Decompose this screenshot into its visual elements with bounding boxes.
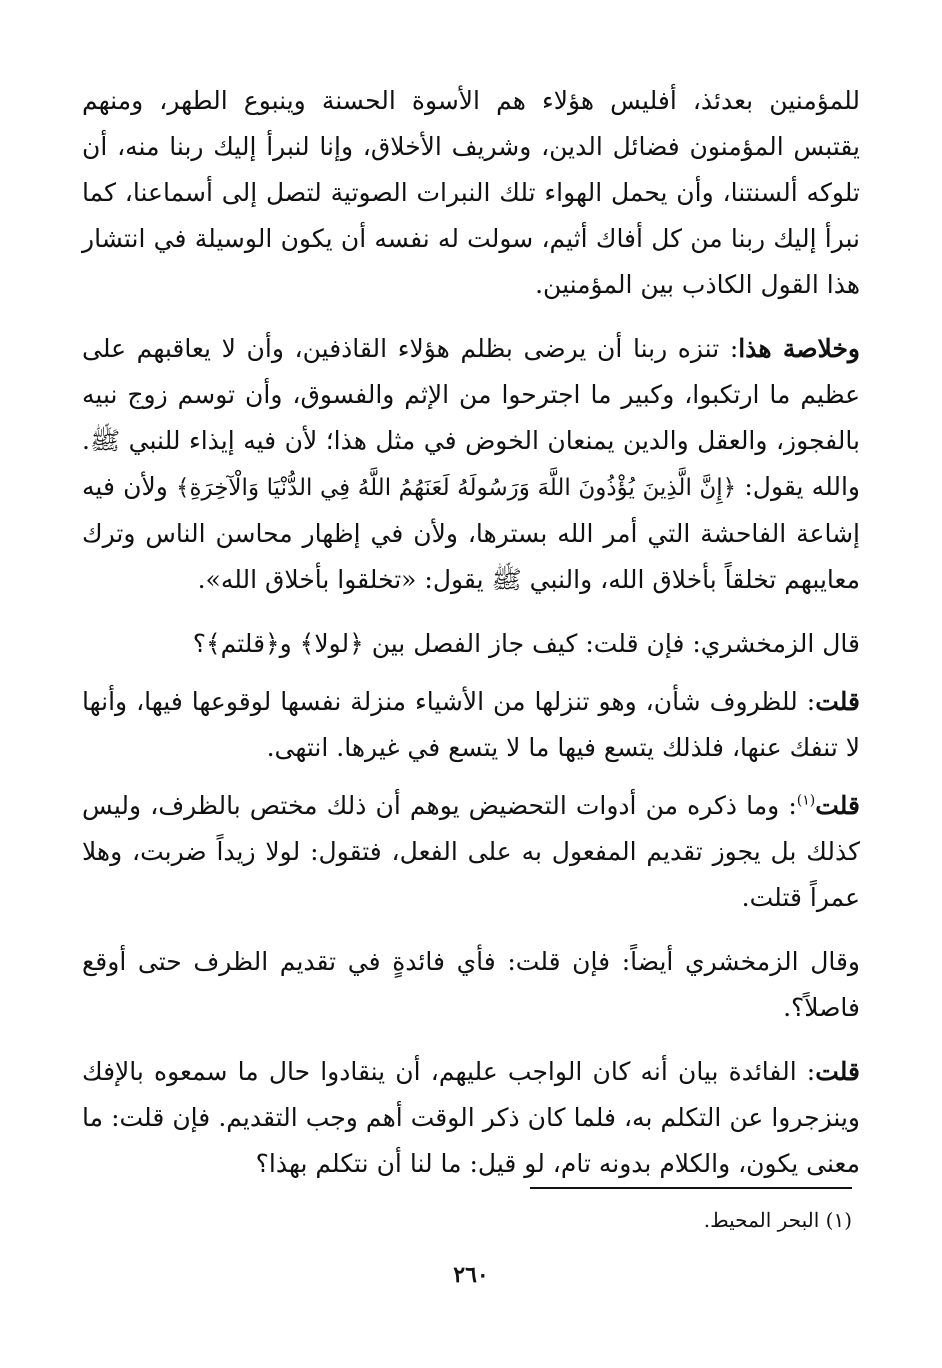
paragraph-4-lead: قلت [815,687,860,716]
paragraph-5-lead: قلت [815,791,860,820]
paragraph-2 [82,326,860,603]
paragraph-7 [82,1049,860,1187]
paragraph-1 [82,78,860,308]
paragraph-2-lead: وخلاصة هذا [738,334,860,363]
paragraph-3-text: قال الزمخشري: فإن قلت: كيف جاز الفصل بين ﴿لولا﴾ و﴿قلتم﴾؟ [192,629,860,658]
paragraph-4-text: : للظروف شأن، وهو تنزلها من الأشياء منزلة نفسها لوقوعها فيها، وأنها لا تنفك عنها، فلذلك يتسع فيها ما لا يتسع في غيرها. انتهى. [82,687,860,762]
main-text [82,78,860,1187]
paragraph-5-text: : وما ذكره من أدوات التحضيض يوهم أن ذلك مختص بالظرف، وليس كذلك بل يجوز تقديم المفعول به على الفعل، فتقول: لولا زيداً ضربت، وهلا عمراً قتلت. [82,791,860,912]
footnote-marker[interactable]: (١) [796,792,816,809]
footnote-text: (١) البحر المحيط. [703,1208,852,1232]
footnote [82,1205,852,1235]
page-number: ٢٦٠ [453,1262,489,1288]
paragraph-6-text: وقال الزمخشري أيضاً: فإن قلت: فأي فائدةٍ في تقديم الظرف حتى أوقع فاصلاً؟. [82,947,860,1022]
paragraph-5 [82,783,860,921]
quran-verse: ﴿إِنَّ الَّذِينَ يُؤْذُونَ اللَّهَ وَرَسُولَهُ لَعَنَهُمُ اللَّهُ فِي الدُّنْيَا وَالْآخِرَةِ﴾ [176,475,737,501]
paragraph-2-text-a: : تنزه ربنا أن يرضى بظلم هؤلاء القاذفين، وأن لا يعاقبهم على عظيم ما ارتكبوا، وكبير ما اجترحوا من الإثم والفسوق، وأن توسم زوج نبيه بالفجوز، والعقل والدين يمنعان الخوض في مثل هذا؛ لأن فيه إيذاء للنبي ﷺ. والله يقول: [82,334,860,501]
paragraph-3 [82,621,860,667]
paragraph-7-lead: قلت [815,1057,860,1086]
paragraph-1-text: للمؤمنين بعدئذ، أفليس هؤلاء هم الأسوة الحسنة وينبوع الطهر، ومنهم يقتبس المؤمنون فضائل الدين، وشريف الأخلاق، وإنا لنبرأ إليك ربنا منه، أن تلوكه ألسنتنا، وأن يحمل الهواء تلك النبرات الصوتية لتصل إلى أسماعنا، كما نبرأ إليك ربنا من كل أفاك أثيم، سولت له نفسه أن يكون الوسيلة في انتشار هذا القول الكاذب بين المؤمنين. [82,86,860,299]
paragraph-7-text: : الفائدة بيان أنه كان الواجب عليهم، أن ينقادوا حال ما سمعوه بالإفك وينزجروا عن التكلم به، فلما كان ذكر الوقت أهم وجب التقديم. فإن قلت: ما معنى يكون، والكلام بدونه تام، لو قيل: ما لنا أن نتكلم بهذا؟ [82,1057,860,1178]
paragraph-6 [82,939,860,1031]
paragraph-4 [82,679,860,771]
paragraph-2-text-b: ولأن فيه إشاعة الفاحشة التي أمر الله بسترها، ولأن في إظهار محاسن الناس وترك معايبهم تخلقاً بأخلاق الله، والنبي ﷺ يقول: «تخلقوا بأخلاق الله». [82,472,860,594]
footnote-divider [530,1187,852,1189]
